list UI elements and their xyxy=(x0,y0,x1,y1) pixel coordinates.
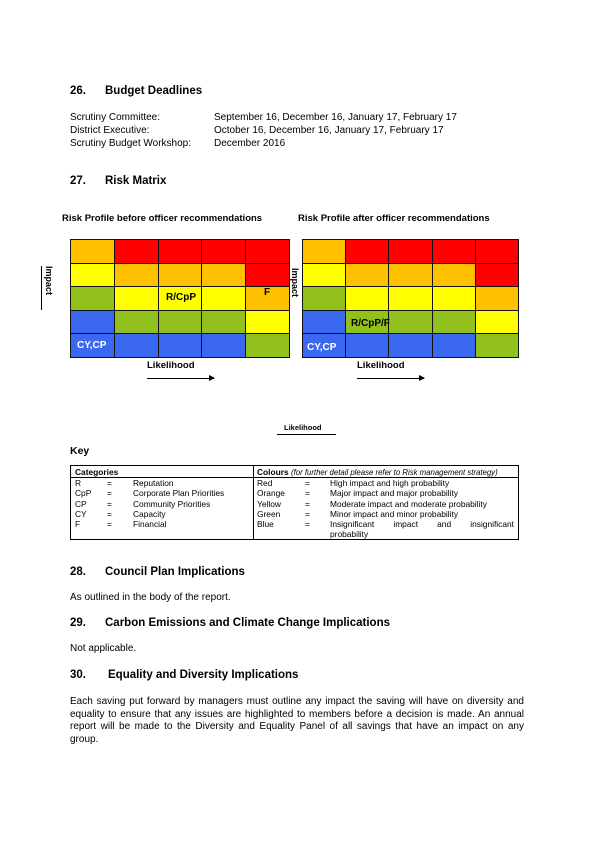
colour-desc: Minor impact and minor probability xyxy=(330,508,459,519)
deadline-value: December 2016 xyxy=(214,138,286,149)
section-26-heading xyxy=(70,85,202,97)
key-title: Key xyxy=(70,445,90,457)
deadline-row xyxy=(70,124,457,137)
colour-name: Green xyxy=(257,508,281,519)
matrix-cell-green xyxy=(389,310,432,334)
key-colours-header xyxy=(257,467,498,477)
equals-sign: = xyxy=(107,498,112,509)
matrix-cell-blue xyxy=(346,334,389,358)
matrix-cell-green xyxy=(432,310,475,334)
colour-descs xyxy=(330,478,514,540)
colour-name: Blue xyxy=(257,519,274,530)
matrix-cell-orange xyxy=(114,263,158,287)
matrix-cell-yellow xyxy=(346,287,389,311)
section-30-body: Each saving put forward by managers must outline any impact the saving will have on diversity and equality to ensure that any issues are highlighted to members before a decision is made. An annual report will be made to the Diversity and Equality Panel of all savings that have an impact on any group. xyxy=(70,696,524,745)
section-28-body: As outlined in the body of the report. xyxy=(70,592,231,603)
deadline-row xyxy=(70,137,457,150)
deadline-value: October 16, December 16, January 17, February 17 xyxy=(214,125,444,136)
equals-sign: = xyxy=(107,478,112,488)
category-codes xyxy=(75,478,91,529)
category-desc: Reputation xyxy=(133,478,174,488)
matrix-cell-red xyxy=(432,240,475,264)
equals-sign: = xyxy=(107,508,112,519)
section-29-heading xyxy=(70,617,390,629)
matrix-cell-blue xyxy=(158,334,202,358)
colour-desc: Insignificant impact and insignificant xyxy=(330,519,514,530)
category-code: F xyxy=(75,519,81,530)
likelihood-arrow-after xyxy=(357,378,424,379)
equals-sign: = xyxy=(305,488,310,499)
matrix-cell-yellow xyxy=(114,287,158,311)
matrix-cell-yellow xyxy=(71,263,115,287)
matrix-cell-yellow xyxy=(303,263,346,287)
matrix-cell-blue xyxy=(71,310,115,334)
deadline-label: Scrutiny Budget Workshop: xyxy=(70,138,191,149)
category-desc: Capacity xyxy=(133,508,166,519)
category-eqs xyxy=(107,478,112,529)
matrix-before-title: Risk Profile before officer recommendations xyxy=(62,213,263,224)
budget-deadlines xyxy=(70,111,457,150)
deadline-value: September 16, December 16, January 17, February 17 xyxy=(214,112,457,123)
likelihood-label-after: Likelihood xyxy=(357,360,405,371)
matrix-cell-red xyxy=(475,263,518,287)
matrix-cell-orange xyxy=(346,263,389,287)
section-title: Risk Matrix xyxy=(105,175,167,187)
matrix-cell-green xyxy=(246,334,290,358)
matrix-cell-orange xyxy=(202,263,246,287)
matrix-cell-orange xyxy=(475,287,518,311)
section-title: Budget Deadlines xyxy=(105,85,203,97)
risk-matrix-after xyxy=(302,239,519,358)
matrix-cell-blue xyxy=(389,334,432,358)
matrix-cell-green xyxy=(475,334,518,358)
matrix-row xyxy=(303,263,519,287)
matrix-cell-red xyxy=(114,240,158,264)
matrix-cell-orange xyxy=(71,240,115,264)
section-title: Carbon Emissions and Climate Change Implications xyxy=(105,617,391,629)
category-descs xyxy=(133,478,224,529)
matrix-cell-yellow xyxy=(432,287,475,311)
section-number: 26. xyxy=(70,85,86,97)
section-28-heading xyxy=(70,566,245,578)
section-30-heading xyxy=(70,669,298,681)
matrix-row xyxy=(303,287,519,311)
key-table xyxy=(70,465,519,540)
colours-header-note: (for further detail please refer to Risk management strategy) xyxy=(290,468,498,477)
matrix-cell-blue xyxy=(114,334,158,358)
likelihood-label-before: Likelihood xyxy=(147,360,195,371)
matrix-row xyxy=(303,240,519,264)
section-number: 29. xyxy=(70,617,86,629)
label-r-cpp-f-after: R/CpP/F xyxy=(351,318,390,329)
equals-sign: = xyxy=(305,519,310,530)
matrix-cell-blue xyxy=(432,334,475,358)
colour-desc: Moderate impact and moderate probability xyxy=(330,498,487,509)
likelihood-arrow-before xyxy=(147,378,214,379)
section-number: 27. xyxy=(70,175,86,187)
section-number: 30. xyxy=(70,669,86,681)
matrix-cell-blue xyxy=(303,310,346,334)
equals-sign: = xyxy=(305,508,310,519)
section-title: Equality and Diversity Implications xyxy=(108,669,299,681)
label-r-cpp-before: R/CpP xyxy=(166,292,196,303)
section-number: 28. xyxy=(70,566,86,578)
matrix-cell-orange xyxy=(389,263,432,287)
matrix-cell-orange xyxy=(432,263,475,287)
equals-sign: = xyxy=(305,478,310,488)
category-code: CP xyxy=(75,498,87,509)
category-desc: Community Priorities xyxy=(133,498,211,509)
colour-name: Red xyxy=(257,478,273,488)
matrix-row xyxy=(71,263,290,287)
key-categories-header: Categories xyxy=(75,467,119,477)
matrix-cell-red xyxy=(158,240,202,264)
matrix-cell-yellow xyxy=(475,310,518,334)
category-code: CpP xyxy=(75,488,92,499)
equals-sign: = xyxy=(305,498,310,509)
impact-axis-label-before: Impact xyxy=(44,266,54,296)
matrix-cell-blue xyxy=(202,334,246,358)
matrix-cell-red xyxy=(246,263,290,287)
label-f-before: F xyxy=(264,287,271,298)
colour-desc: Major impact and major probability xyxy=(330,488,459,499)
section-title: Council Plan Implications xyxy=(105,566,245,578)
colour-desc: probability xyxy=(330,529,369,540)
matrix-row xyxy=(303,310,519,334)
equals-sign: = xyxy=(107,519,112,530)
matrix-cell-red xyxy=(246,240,290,264)
matrix-cell-red xyxy=(346,240,389,264)
deadline-row xyxy=(70,111,457,124)
section-27-heading xyxy=(70,175,166,187)
matrix-cell-yellow xyxy=(202,287,246,311)
stray-likelihood-label: Likelihood xyxy=(284,423,322,432)
colour-name: Orange xyxy=(257,488,285,499)
category-code: CY xyxy=(75,508,87,519)
matrix-cell-green xyxy=(202,310,246,334)
matrix-cell-green xyxy=(71,287,115,311)
label-cy-cp-before: CY,CP xyxy=(77,340,107,351)
colour-desc: High impact and high probability xyxy=(330,478,450,488)
matrix-row xyxy=(71,310,290,334)
matrix-cell-yellow xyxy=(389,287,432,311)
stray-likelihood-line xyxy=(277,434,336,435)
deadline-label: Scrutiny Committee: xyxy=(70,112,161,123)
matrix-cell-yellow xyxy=(246,310,290,334)
matrix-cell-red xyxy=(202,240,246,264)
impact-axis-label-after: Impact xyxy=(290,268,300,298)
impact-axis-line xyxy=(41,266,42,310)
colour-names xyxy=(257,478,285,529)
matrix-cell-green xyxy=(158,310,202,334)
category-desc: Corporate Plan Priorities xyxy=(133,488,225,499)
colours-header-text: Colours xyxy=(257,467,289,477)
category-desc: Financial xyxy=(133,519,167,530)
category-code: R xyxy=(75,478,82,488)
equals-sign: = xyxy=(107,488,112,499)
matrix-cell-red xyxy=(389,240,432,264)
matrix-cell-green xyxy=(303,287,346,311)
matrix-cell-orange xyxy=(303,240,346,264)
matrix-cell-red xyxy=(475,240,518,264)
colour-eqs xyxy=(305,478,310,529)
deadline-label: District Executive: xyxy=(70,125,150,136)
matrix-cell-orange xyxy=(158,263,202,287)
colour-name: Yellow xyxy=(257,498,281,509)
label-cy-cp-after: CY,CP xyxy=(307,342,337,353)
matrix-cell-green xyxy=(114,310,158,334)
section-29-body: Not applicable. xyxy=(70,643,137,654)
matrix-after-title: Risk Profile after officer recommendations xyxy=(298,213,490,224)
matrix-row xyxy=(71,240,290,264)
